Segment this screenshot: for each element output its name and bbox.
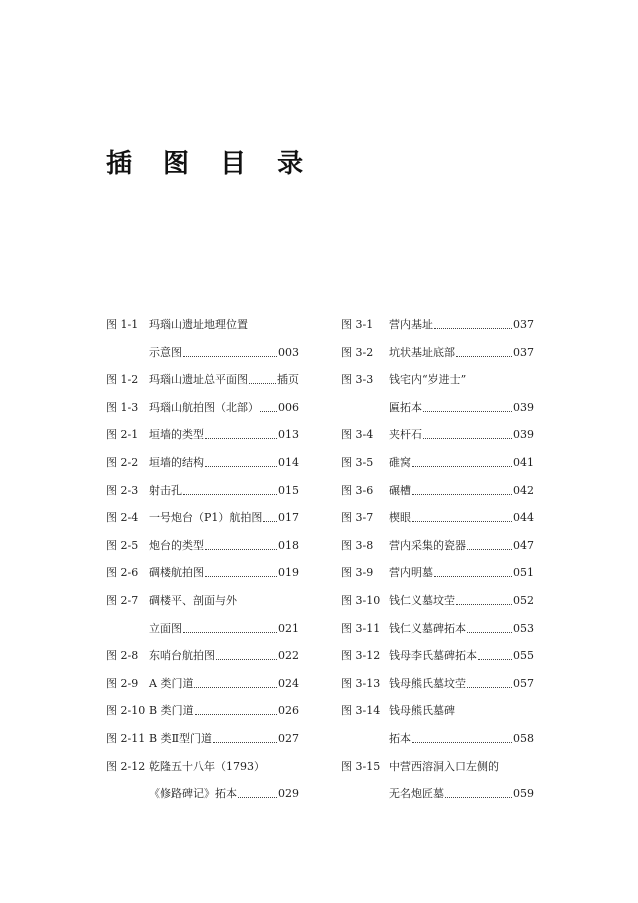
figure-caption: 营内基址 — [389, 318, 433, 331]
toc-entry[interactable] — [106, 677, 299, 705]
dot-leader — [467, 549, 512, 550]
figure-caption: 匾拓本 — [389, 400, 422, 414]
page-number: 051 — [513, 566, 534, 580]
page-number: 006 — [278, 400, 299, 414]
figure-number: 图 2-12 — [106, 759, 146, 773]
dot-leader — [260, 411, 277, 412]
dot-leader — [456, 356, 512, 357]
toc-entry[interactable] — [341, 539, 534, 567]
figure-number: 图 3-15 — [341, 759, 381, 773]
toc-entry[interactable] — [341, 511, 534, 539]
figure-caption: 垣墙的类型 — [149, 428, 204, 442]
figure-caption: 碉楼航拍图 — [149, 566, 204, 580]
page-number: 017 — [278, 511, 299, 525]
toc-entry[interactable] — [106, 622, 299, 650]
dot-leader — [467, 632, 512, 633]
figure-number: 图 2-5 — [106, 538, 139, 552]
toc-entry[interactable] — [341, 787, 534, 815]
page-number: 024 — [278, 676, 299, 690]
figure-caption: 玛瑙山遗址总平面图 — [149, 373, 248, 387]
page-number: 037 — [513, 345, 534, 359]
figure-caption: B 类Ⅱ型门道 — [149, 731, 213, 745]
figure-caption: 营内采集的瓷器 — [389, 538, 466, 552]
page-number: 003 — [278, 345, 299, 359]
page-number: 059 — [513, 787, 534, 801]
page-number: 055 — [513, 649, 534, 663]
toc-entry[interactable] — [341, 456, 534, 484]
figure-caption: 立面图 — [149, 621, 182, 635]
figure-caption: 钱母熊氏墓坟茔 — [389, 676, 466, 690]
figure-caption: 营内明墓 — [389, 566, 433, 580]
figure-number: 图 2-7 — [106, 593, 139, 607]
figure-caption: 《修路碑记》拓本 — [149, 787, 237, 801]
figure-number: 图 1-1 — [106, 318, 139, 331]
figure-caption: 乾隆五十八年（1793） — [149, 759, 265, 773]
figure-caption: 钱母李氏墓碑拓本 — [389, 649, 477, 663]
toc-entry[interactable] — [341, 704, 534, 732]
toc-entry[interactable] — [341, 760, 534, 788]
figure-caption: 碉楼平、剖面与外 — [149, 593, 237, 607]
toc-entry[interactable] — [106, 649, 299, 677]
dot-leader — [478, 659, 512, 660]
page-title: 插 图 目 录 — [106, 149, 315, 179]
dot-leader — [213, 742, 277, 743]
dot-leader — [423, 438, 512, 439]
figure-number: 图 1-2 — [106, 373, 139, 387]
dot-leader — [412, 494, 512, 495]
page-number: 039 — [513, 428, 534, 442]
figure-number: 图 2-8 — [106, 649, 139, 663]
page-number: 022 — [278, 649, 299, 663]
toc-entry[interactable] — [106, 566, 299, 594]
figure-number: 图 3-12 — [341, 649, 381, 663]
toc-entry[interactable] — [341, 677, 534, 705]
page-number: 052 — [513, 593, 534, 607]
page-number: 018 — [278, 538, 299, 552]
figure-number: 图 3-3 — [341, 373, 374, 387]
figure-number: 图 3-10 — [341, 593, 381, 607]
figure-number: 图 2-1 — [106, 428, 139, 442]
dot-leader — [412, 466, 512, 467]
dot-leader — [205, 438, 277, 439]
toc-entry[interactable] — [106, 760, 299, 788]
toc-entry[interactable] — [106, 539, 299, 567]
toc-entry[interactable] — [341, 428, 534, 456]
toc-entry[interactable] — [106, 594, 299, 622]
dot-leader — [205, 549, 277, 550]
toc-entry[interactable] — [341, 649, 534, 677]
page-number: 037 — [513, 318, 534, 331]
page-number: 014 — [278, 455, 299, 469]
page-number: 053 — [513, 621, 534, 635]
toc-entry[interactable] — [106, 511, 299, 539]
figure-number: 图 3-11 — [341, 621, 381, 635]
figure-caption: 钱宅内“岁进士” — [389, 373, 467, 387]
page-number: 058 — [513, 731, 534, 745]
figure-number: 图 3-1 — [341, 318, 374, 331]
toc-column-right — [341, 318, 534, 815]
figure-caption: 钱母熊氏墓碑 — [389, 704, 455, 718]
figure-caption: 炮台的类型 — [149, 538, 204, 552]
page-number: 039 — [513, 400, 534, 414]
page-number: 插页 — [277, 373, 299, 387]
toc-entry[interactable] — [106, 428, 299, 456]
dot-leader — [445, 797, 512, 798]
dot-leader — [183, 632, 277, 633]
figure-number: 图 3-7 — [341, 511, 374, 525]
figure-caption: 钱仁义墓碑拓本 — [389, 621, 466, 635]
toc-entry[interactable] — [341, 732, 534, 760]
figure-caption: 玛瑙山航拍图（北部） — [149, 400, 259, 414]
figure-number: 图 2-2 — [106, 455, 139, 469]
figure-number: 图 1-3 — [106, 400, 139, 414]
page-number: 019 — [278, 566, 299, 580]
toc-entry[interactable] — [341, 346, 534, 374]
figure-caption: B 类门道 — [149, 704, 194, 718]
page-number: 042 — [513, 483, 534, 497]
dot-leader — [238, 797, 277, 798]
dot-leader — [434, 576, 512, 577]
page-number: 047 — [513, 538, 534, 552]
figure-number: 图 2-4 — [106, 511, 139, 525]
dot-leader — [205, 466, 277, 467]
toc-entry[interactable] — [106, 484, 299, 512]
dot-leader — [183, 356, 277, 357]
toc-entry[interactable] — [106, 318, 299, 346]
page-number: 029 — [278, 787, 299, 801]
toc-entry[interactable] — [106, 401, 299, 429]
toc-entry[interactable] — [341, 566, 534, 594]
dot-leader — [467, 687, 512, 688]
dot-leader — [423, 411, 512, 412]
figure-number: 图 3-4 — [341, 428, 374, 442]
toc-column-left — [106, 318, 299, 815]
page-number: 026 — [278, 704, 299, 718]
toc-entry[interactable] — [341, 373, 534, 401]
figure-number: 图 2-9 — [106, 676, 139, 690]
figure-caption: 夹杆石 — [389, 428, 422, 442]
dot-leader — [412, 742, 512, 743]
toc-entry[interactable] — [341, 484, 534, 512]
figure-number: 图 3-9 — [341, 566, 374, 580]
figure-number: 图 3-13 — [341, 676, 381, 690]
page-number: 027 — [278, 731, 299, 745]
toc-entry[interactable] — [106, 787, 299, 815]
toc-entry[interactable] — [341, 318, 534, 346]
toc-entry[interactable] — [106, 456, 299, 484]
figure-caption: 拓本 — [389, 731, 411, 745]
figure-caption: 射击孔 — [149, 483, 182, 497]
figure-caption: 玛瑙山遗址地理位置 — [149, 318, 248, 331]
dot-leader — [216, 659, 277, 660]
dot-leader — [456, 604, 512, 605]
figure-number: 图 2-11 — [106, 731, 146, 745]
figure-caption: 坑状基址底部 — [389, 345, 455, 359]
dot-leader — [205, 576, 277, 577]
toc-entry[interactable] — [106, 346, 299, 374]
figure-caption: 无名炮匠墓 — [389, 787, 444, 801]
toc-entry[interactable] — [106, 704, 299, 732]
figure-caption: A 类门道 — [149, 676, 194, 690]
page-number: 015 — [278, 483, 299, 497]
figure-caption: 楔眼 — [389, 511, 411, 525]
page-number: 057 — [513, 676, 534, 690]
figure-number: 图 2-6 — [106, 566, 139, 580]
dot-leader — [263, 521, 277, 522]
figure-number: 图 3-8 — [341, 538, 374, 552]
toc-entry[interactable] — [341, 622, 534, 650]
dot-leader — [249, 383, 276, 384]
dot-leader — [194, 687, 277, 688]
page-number: 021 — [278, 621, 299, 635]
figure-caption: 碓窝 — [389, 455, 411, 469]
page-number: 041 — [513, 455, 534, 469]
figure-caption: 碾槽 — [389, 483, 411, 497]
toc-entry[interactable] — [106, 373, 299, 401]
figure-caption: 示意图 — [149, 345, 182, 359]
figure-caption: 东哨台航拍图 — [149, 649, 215, 663]
figure-number: 图 3-6 — [341, 483, 374, 497]
dot-leader — [195, 714, 277, 715]
page-number: 044 — [513, 511, 534, 525]
figure-number: 图 3-14 — [341, 704, 381, 718]
figure-caption: 钱仁义墓坟茔 — [389, 593, 455, 607]
figure-number: 图 3-2 — [341, 345, 374, 359]
figure-number: 图 2-10 — [106, 704, 146, 718]
dot-leader — [434, 328, 512, 329]
figure-number: 图 2-3 — [106, 483, 139, 497]
figure-number: 图 3-5 — [341, 455, 374, 469]
dot-leader — [183, 494, 277, 495]
page-number: 013 — [278, 428, 299, 442]
figure-caption: 一号炮台（P1）航拍图 — [149, 511, 263, 525]
dot-leader — [412, 521, 512, 522]
figure-caption: 中营西溶洞入口左侧的 — [389, 759, 499, 773]
toc-entry[interactable] — [341, 594, 534, 622]
toc-entry[interactable] — [341, 401, 534, 429]
toc-entry[interactable] — [106, 732, 299, 760]
figure-caption: 垣墙的结构 — [149, 455, 204, 469]
